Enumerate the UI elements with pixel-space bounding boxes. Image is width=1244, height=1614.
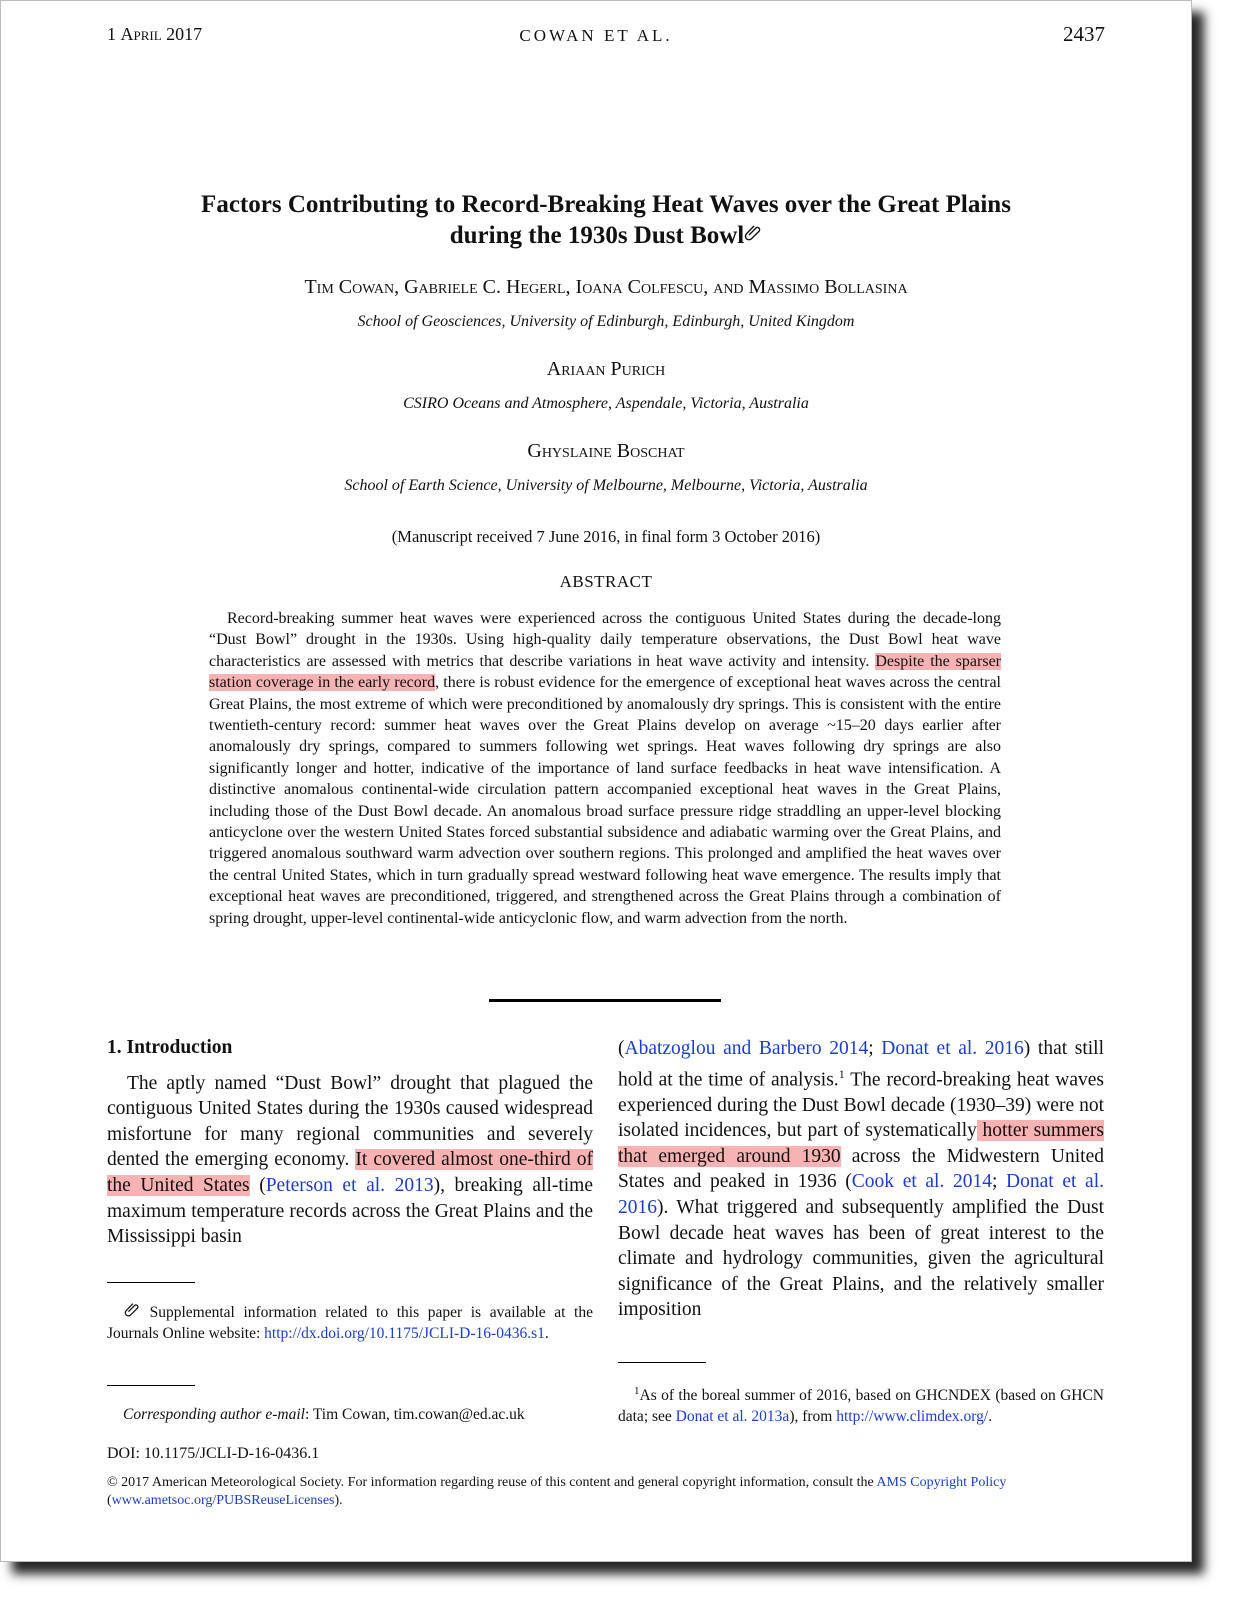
reuse-licenses-link[interactable]: www.ametsoc.org/PUBSReuseLicenses bbox=[111, 1492, 335, 1508]
supplement-note: Supplemental information related to this paper is available at the Journals Online website: http://dx.doi.org/10.1175/JCLI-D-16-0436.s1. bbox=[107, 1304, 593, 1342]
abstract-text: Record-breaking summer heat waves were experienced across the contiguous United States during the decade-long “Dust Bowl” drought in the 1930s. Using high-quality daily temperature observations, the Dust Bowl heat wave characteristics are assessed with metrics that describe variations in heat wave activity and intensity. Despite the sparser station coverage in the early record, there is robust evidence for the emergence of exceptional heat waves across the central Great Plains, the most extreme of which were preconditioned by anomalously dry springs. This is consistent with the entire twentieth-century record: summer heat waves over the Great Plains develop on average ~15–20 days earlier after anomalously dry springs, compared to summers following wet springs. Heat waves following dry springs are also significantly longer and hotter, indicative of the importance of land surface feedbacks in heat wave intensification. A distinctive anomalous continental-wide circulation pattern accompanied exceptional heat waves in the Great Plains, including those of the Dust Bowl decade. An anomalous broad surface pressure ridge straddling an upper-level blocking anticyclone over the western United States forced substantial subsidence and adiabatic warming over the Great Plains, and triggered anomalous southward warm advection over southern regions. This prolonged and amplified the heat waves over the central United States, which in turn gradually spread westward following heat wave emergence. The results imply that exceptional heat waves are preconditioned, triggered, and strengthened across the Great Plains through a combination of spring drought, upper-level continental-wide anticyclonic flow, and warm advection from the north. bbox=[209, 610, 1002, 927]
citation-link[interactable]: Donat et al. 2016 bbox=[618, 1171, 1104, 1219]
manuscript-dates: (Manuscript received 7 June 2016, in final form 3 October 2016) bbox=[391, 527, 821, 546]
page-number: 2437 bbox=[1063, 22, 1105, 46]
footnote-1: $^1$As of the boreal summer of 2016, based on GHCNDEX (based on GHCN data; see Donat et al. 2013a), from http://www.climdex.org/. bbox=[618, 1385, 1104, 1426]
affiliation-3: School of Earth Science, University of Melbourne, Melbourne, Victoria, Australia bbox=[344, 477, 868, 494]
section-heading: 1. Introduction bbox=[107, 1037, 233, 1058]
running-head: COWAN ET AL. bbox=[519, 26, 673, 45]
citation-link[interactable]: Donat et al. 2016 bbox=[881, 1038, 1024, 1059]
citation-link[interactable]: Donat et al. 2013a bbox=[675, 1408, 790, 1426]
paper-title: Factors Contributing to Record-Breaking Heat Waves over the Great Plains during the 1930s Dust Bowl bbox=[201, 191, 1011, 249]
affiliation-1: School of Geosciences, University of Edinburgh, Edinburgh, United Kingdom bbox=[357, 313, 855, 330]
paperclip-icon[interactable] bbox=[744, 220, 762, 251]
citation-link[interactable]: Cook et al. 2014 bbox=[851, 1171, 992, 1193]
author-group-3: Ghyslaine Boschat bbox=[527, 440, 685, 462]
author-group-2: Ariaan Purich bbox=[546, 358, 666, 380]
doi: DOI: 10.1175/JCLI-D-16-0436.1 bbox=[107, 1445, 320, 1462]
author-group-1: Tim Cowan, Gabriele C. Hegerl, Ioana Colfescu, and Massimo Bollasina bbox=[304, 276, 908, 298]
footnote-rule bbox=[107, 1385, 195, 1386]
copyright-policy-link[interactable]: AMS Copyright Policy bbox=[876, 1475, 1007, 1490]
intro-paragraph: The aptly named “Dust Bowl” drought that plagued the contiguous United States during the 1930s caused widespread misfortune for many regional communities and severely dented the emerging economy. It covered almost one-third of the United States (Peterson et al. 2013), breaking all-time maximum temperature records across the Great Plains and the Mississippi basin bbox=[107, 1072, 593, 1248]
section-divider bbox=[489, 999, 721, 1002]
paperclip-icon bbox=[123, 1304, 141, 1321]
intro-highlight: It covered almost one-third of the United States bbox=[107, 1149, 593, 1196]
intro-left-column bbox=[107, 1035, 593, 1250]
intro-right-column: (Abatzoglou and Barbero 2014; Donat et al. 2016) that still hold at the time of analysis.$^1$ The record-breaking heat waves experienced during the Dust Bowl decade (1930–39) were not isolated incidences, but part of systematically hotter summers that emerged around 1930 across the Midwestern United States and peaked in 1936 (Cook et al. 2014; Donat et al. 2016). What triggered and subsequently amplified the Dust Bowl decade heat waves has been of great interest to the climate and hydrology communities, given the agricultural significance of the Great Plains, and the relatively smaller imposition bbox=[618, 1038, 1105, 1321]
footnote-marker[interactable]: 1 bbox=[838, 1066, 845, 1081]
corresponding-author: Corresponding author e-mail: Tim Cowan, tim.cowan@ed.ac.uk bbox=[123, 1406, 525, 1423]
abstract-heading: ABSTRACT bbox=[559, 572, 653, 591]
citation-link[interactable]: Abatzoglou and Barbero 2014 bbox=[624, 1038, 869, 1059]
copyright-notice: © 2017 American Meteorological Society. For information regarding reuse of this content and general copyright information, consult the AMS Copyright Policy (www.ametsoc.org/PUBSReuseLicenses). bbox=[107, 1475, 1007, 1508]
footnote-rule bbox=[618, 1362, 706, 1363]
affiliation-2: CSIRO Oceans and Atmosphere, Aspendale, Victoria, Australia bbox=[403, 395, 809, 412]
abstract-highlight: Despite the sparser station coverage in the early record bbox=[209, 652, 1001, 692]
intro-highlight-2: hotter summers that emerged around 1930 bbox=[618, 1120, 1104, 1167]
footnote-rule bbox=[107, 1282, 195, 1283]
supplement-link[interactable]: http://dx.doi.org/10.1175/JCLI-D-16-0436.s1 bbox=[264, 1325, 545, 1342]
header-date: 1 April 2017 bbox=[107, 24, 203, 44]
climdex-link[interactable]: http://www.climdex.org/ bbox=[836, 1408, 989, 1426]
citation-link[interactable]: Peterson et al. 2013 bbox=[265, 1174, 434, 1196]
